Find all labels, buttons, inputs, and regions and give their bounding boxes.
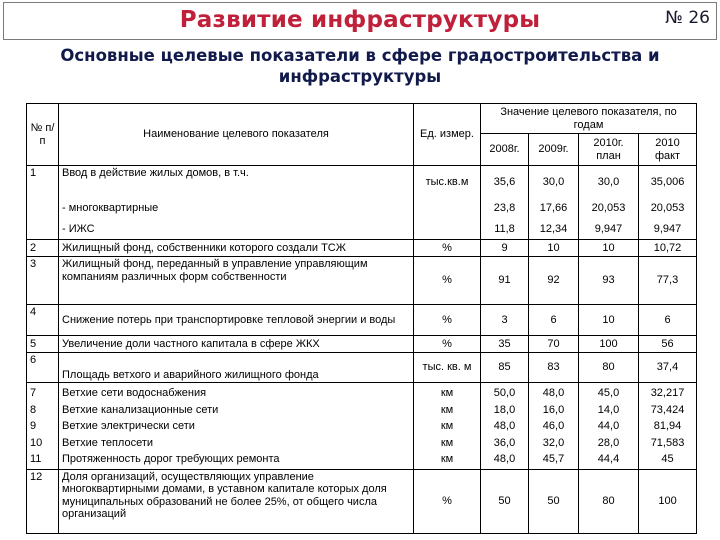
table-row <box>27 198 697 220</box>
row-name: Ветхие электрически сети <box>62 420 195 432</box>
row-2008: 50 <box>481 469 529 533</box>
slide-header <box>3 2 717 40</box>
row-2010-fact: 56 <box>639 336 697 353</box>
row-name: - многоквартирные <box>59 198 414 220</box>
row-name: - ИЖС <box>59 220 414 240</box>
row-name: Ввод в действие жилых домов, в т.ч. <box>59 166 414 198</box>
row-2009-stack <box>529 383 579 470</box>
row-name: Снижение потерь при транспортировке тепловой энергии и воды <box>59 305 414 336</box>
row-2009: 17,66 <box>529 198 579 220</box>
header-2010-plan: 2010г. план <box>579 134 639 166</box>
row-num: 12 <box>27 469 59 533</box>
row-2008: 23,8 <box>481 198 529 220</box>
row-num: 8 <box>30 403 37 416</box>
row-unit: км <box>440 420 454 432</box>
row-2008: 35 <box>481 336 529 353</box>
row-2008: 91 <box>481 257 529 305</box>
table-row <box>27 220 697 240</box>
row-2010-fact: 81,94 <box>653 420 682 432</box>
row-2010-fact: 20,053 <box>639 198 697 220</box>
row-2009: 45,7 <box>542 453 565 465</box>
row-2009: 50 <box>529 469 579 533</box>
row-unit: % <box>414 240 481 257</box>
row-name: Площадь ветхого и аварийного жилищного фонда <box>59 353 414 383</box>
row-num: 3 <box>27 257 59 305</box>
row-2008: 3 <box>481 305 529 336</box>
row-2010-plan: 45,0 <box>597 387 620 399</box>
row-num: 10 <box>30 436 43 449</box>
row-2010-plan: 100 <box>579 336 639 353</box>
row-num: 5 <box>27 336 59 353</box>
header-num: № п/п <box>27 104 59 166</box>
header-2008: 2008г. <box>481 134 529 166</box>
table-row <box>27 336 697 353</box>
row-2010-plan: 80 <box>579 353 639 383</box>
row-num: 4 <box>27 305 59 336</box>
row-2010-fact: 9,947 <box>639 220 697 240</box>
header-unit: Ед. измер. <box>414 104 481 166</box>
row-2008: 36,0 <box>493 436 516 449</box>
row-num: 9 <box>30 420 37 432</box>
row-2010-plan: 9,947 <box>579 220 639 240</box>
row-2009: 46,0 <box>542 420 565 432</box>
row-name: Жилищный фонд, переданный в управление управляющим компаниям различных форм собственности <box>59 257 414 305</box>
row-unit: % <box>414 469 481 533</box>
row-2010-plan: 10 <box>579 305 639 336</box>
row-unit: % <box>414 305 481 336</box>
row-unit: % <box>414 336 481 353</box>
row-2010-plan: 20,053 <box>579 198 639 220</box>
row-unit: тыс.кв.м <box>414 166 481 198</box>
row-2010-fact: 35,006 <box>639 166 697 198</box>
row-2010-plan-stack <box>579 383 639 470</box>
row-name: Жилищный фонд, собственники которого создали ТСЖ <box>59 240 414 257</box>
row-2009: 83 <box>529 353 579 383</box>
table-row <box>27 383 697 470</box>
row-2010-fact: 77,3 <box>639 257 697 305</box>
row-2010-plan: 30,0 <box>579 166 639 198</box>
row-num: 7 <box>30 387 37 399</box>
row-2010-plan: 44,4 <box>597 453 620 465</box>
row-2009: 48,0 <box>542 387 565 399</box>
row-name: Ветхие теплосети <box>62 436 154 449</box>
table-row <box>27 240 697 257</box>
row-2009: 32,0 <box>542 436 565 449</box>
row-2010-plan: 93 <box>579 257 639 305</box>
row-num: 11 <box>30 453 42 465</box>
row-2009: 16,0 <box>542 403 565 416</box>
row-unit-stack <box>414 383 481 470</box>
row-2010-fact: 6 <box>639 305 697 336</box>
row-2008: 35,6 <box>481 166 529 198</box>
caption-line-1: Основные целевые показатели в сфере градостроительства и <box>60 46 660 65</box>
table-row <box>27 353 697 383</box>
row-2010-fact: 71,583 <box>650 436 685 449</box>
row-name: Доля организаций, осуществляющих управление многоквартирными домами, в уставном капитале которых доля муниципальных образований не более 25%, от общего числа организаций <box>59 469 414 533</box>
row-num: 2 <box>27 240 59 257</box>
row-num: 6 <box>27 353 59 383</box>
row-2010-plan: 14,0 <box>597 403 620 416</box>
row-2008: 48,0 <box>493 420 516 432</box>
row-2010-plan: 28,0 <box>597 436 620 449</box>
row-2010-fact: 10,72 <box>639 240 697 257</box>
row-2009: 10 <box>529 240 579 257</box>
slide-title: Развитие инфраструктуры <box>179 7 541 33</box>
caption-line-2: инфраструктуры <box>278 67 442 86</box>
row-2010-plan: 10 <box>579 240 639 257</box>
row-unit: тыс. кв. м <box>414 353 481 383</box>
row-name: Ветхие сети водоснабжения <box>62 387 207 399</box>
row-2010-fact: 100 <box>639 469 697 533</box>
row-unit: км <box>440 436 454 449</box>
table-row <box>27 305 697 336</box>
row-2008: 11,8 <box>481 220 529 240</box>
row-2008: 18,0 <box>493 403 516 416</box>
row-2010-plan: 80 <box>579 469 639 533</box>
row-unit: км <box>440 453 454 465</box>
row-2010-fact: 73,424 <box>650 403 685 416</box>
row-2009: 6 <box>529 305 579 336</box>
row-unit: % <box>414 257 481 305</box>
row-2009: 92 <box>529 257 579 305</box>
row-2009: 30,0 <box>529 166 579 198</box>
row-name: Протяженность дорог требующих ремонта <box>62 453 280 465</box>
row-name: Увеличение доли частного капитала в сфере ЖКХ <box>59 336 414 353</box>
row-unit: км <box>440 403 454 416</box>
row-2010-fact: 37,4 <box>639 353 697 383</box>
row-2010-fact: 32,217 <box>650 387 685 399</box>
row-num-stack <box>27 383 59 470</box>
row-2009: 12,34 <box>529 220 579 240</box>
row-2008: 48,0 <box>493 453 516 465</box>
table-row <box>27 469 697 533</box>
row-2010-fact-stack <box>639 383 697 470</box>
row-2008-stack <box>481 383 529 470</box>
header-values-group: Значение целевого показателя, по годам <box>481 104 697 134</box>
row-2008: 85 <box>481 353 529 383</box>
table-row <box>27 166 697 198</box>
row-unit: км <box>440 387 454 399</box>
indicators-table <box>26 103 697 534</box>
row-2008: 9 <box>481 240 529 257</box>
row-num: 1 <box>27 166 59 198</box>
table-caption <box>20 45 700 87</box>
header-indicator-name: Наименование целевого показателя <box>59 104 414 166</box>
row-2008: 50,0 <box>493 387 516 399</box>
slide-number: № 26 <box>665 8 710 28</box>
row-2010-fact: 45 <box>661 453 674 465</box>
table-row <box>27 257 697 305</box>
row-2010-plan: 44,0 <box>597 420 620 432</box>
header-2009: 2009г. <box>529 134 579 166</box>
row-name: Ветхие канализационные сети <box>62 403 219 416</box>
header-2010-fact: 2010 факт <box>639 134 697 166</box>
row-2009: 70 <box>529 336 579 353</box>
row-name-stack <box>59 383 414 470</box>
